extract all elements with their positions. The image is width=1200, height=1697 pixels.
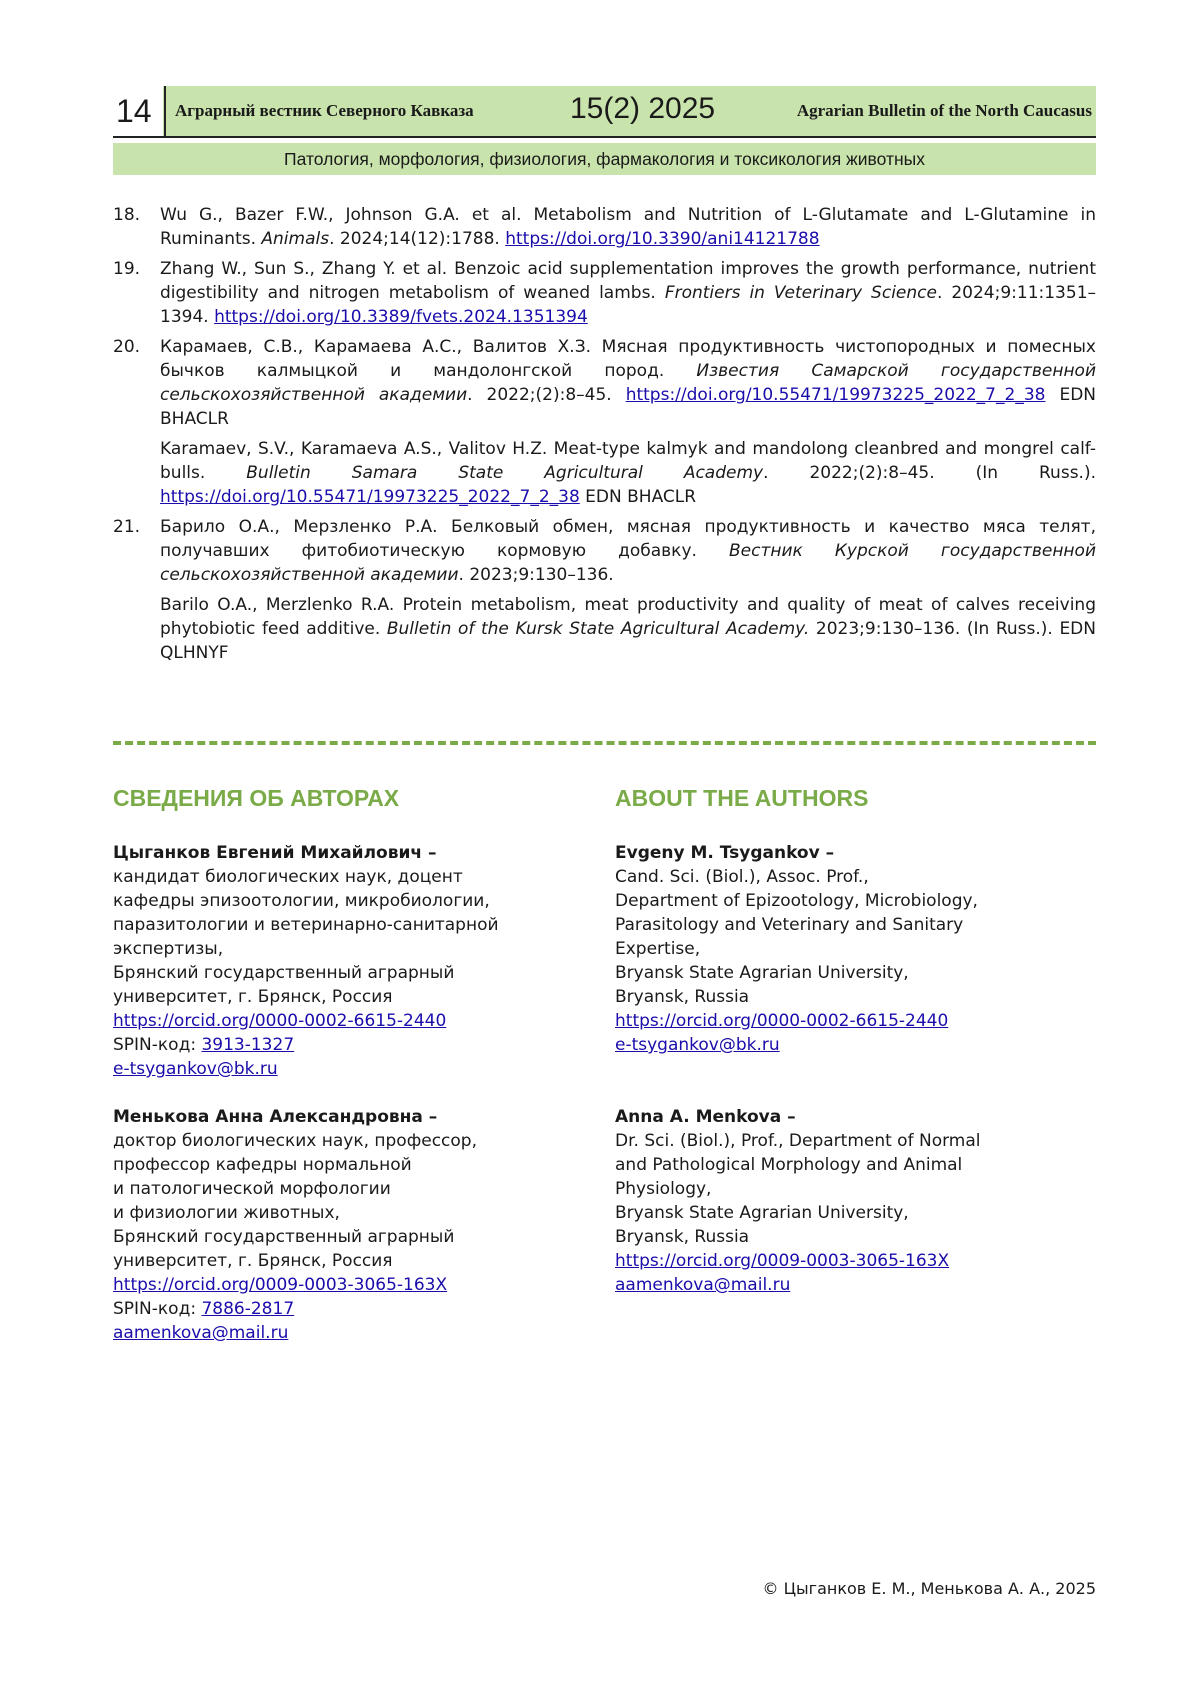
reference-text: Wu G., Bazer F.W., Johnson G.A. et al. Metabolism and Nutrition of L-Glutamate and L-Glutamine in Ruminants. [160, 205, 1096, 249]
reference-number: 20. [113, 337, 141, 357]
reference-journal: Animals [261, 229, 330, 249]
reference-19 [113, 257, 1096, 329]
spin-link[interactable]: 7886-2817 [201, 1299, 295, 1319]
author-1-ru [113, 841, 553, 1081]
journal-header [113, 86, 1096, 138]
reference-text-en: Karamaev, S.V., Karamaeva A.S., Valitov H.Z. Meat-type kalmyk and mandolong cleanbred and mongrel calf-bulls. [160, 439, 1096, 483]
author-name: Evgeny M. Tsygankov – [615, 843, 835, 863]
author-name: Цыганков Евгений Михайлович – [113, 843, 437, 863]
affiliation-line: экспертизы, [113, 939, 224, 959]
authors-heading-ru: СВЕДЕНИЯ ОБ АВТОРАХ [113, 785, 400, 811]
orcid-link[interactable]: https://orcid.org/0000-0002-6615-2440 [113, 1011, 447, 1031]
reference-details: . 2024;9:11:1351–1394. [160, 283, 1097, 327]
issue-number: 15(2) 2025 [570, 92, 716, 125]
reference-number: 19. [113, 259, 141, 279]
reference-details-en: . 2022;(2):8–45. (In Russ.). [763, 463, 1096, 483]
reference-details: . 2024;14(12):1788. [329, 229, 506, 249]
author-2-ru [113, 1105, 553, 1345]
affiliation-line: Bryansk, Russia [615, 987, 750, 1007]
affiliation-line: и патологической морфологии [113, 1179, 391, 1199]
affiliation-line: и физиологии животных, [113, 1203, 340, 1223]
doi-link[interactable]: https://doi.org/10.3390/ani14121788 [505, 229, 820, 249]
authors-ru [113, 783, 553, 1369]
reference-details: . 2023;9:130–136. [458, 565, 614, 585]
email-link[interactable]: aamenkova@mail.ru [615, 1275, 791, 1295]
affiliation-line: Physiology, [615, 1179, 712, 1199]
doi-link[interactable]: https://doi.org/10.3389/fvets.2024.1351394 [214, 307, 588, 327]
journal-title-en: Agrarian Bulletin of the North Caucasus [796, 101, 1092, 120]
reference-text: Карамаев, С.В., Карамаева А.С., Валитов Х.З. Мясная продуктивность чистопородных и помесных бычков калмыцкой и мандолонгской пород. [160, 337, 1096, 381]
affiliation-line: Dr. Sci. (Biol.), Prof., Department of Normal [615, 1131, 981, 1151]
email-link[interactable]: e-tsygankov@bk.ru [113, 1059, 278, 1079]
reference-21 [113, 515, 1096, 665]
reference-18 [113, 203, 1096, 251]
affiliation-line: кафедры эпизоотологии, микробиологии, [113, 891, 490, 911]
affiliation-line: университет, г. Брянск, Россия [113, 987, 393, 1007]
affiliation-line: кандидат биологических наук, доцент [113, 867, 463, 887]
reference-journal: Frontiers in Veterinary Science [664, 283, 937, 303]
spin-link[interactable]: 3913-1327 [201, 1035, 295, 1055]
spin-label: SPIN-код: [113, 1035, 202, 1055]
author-name: Менькова Анна Александровна – [113, 1107, 438, 1127]
authors-en [615, 783, 1055, 1321]
affiliation-line: доктор биологических наук, профессор, [113, 1131, 477, 1151]
reference-20 [113, 335, 1096, 509]
reference-journal-en: Bulletin of the Kursk State Agricultural Academy. [386, 619, 810, 639]
reference-text: Барило О.А., Мерзленко Р.А. Белковый обмен, мясная продуктивность и качество мяса телят, получавших фитобиотическую кормовую добавку. [160, 517, 1096, 561]
reference-journal: Вестник Курской государственной сельскохозяйственной академии [160, 541, 1096, 585]
reference-text-en: Barilo O.A., Merzlenko R.A. Protein metabolism, meat productivity and quality of meat of calves receiving phytobiotic feed additive. [160, 595, 1096, 639]
edn-code: EDN BHACLR [160, 385, 1096, 429]
affiliation-line: паразитологии и ветеринарно-санитарной [113, 915, 499, 935]
reference-number: 18. [113, 205, 141, 225]
journal-title-ru: Аграрный вестник Северного Кавказа [175, 101, 474, 120]
reference-details-en: 2023;9:130–136. (In Russ.). EDN QLHNYF [160, 619, 1096, 663]
edn-code: EDN BHACLR [579, 487, 697, 507]
reference-text: Zhang W., Sun S., Zhang Y. et al. Benzoic acid supplementation improves the growth performance, nutrient digestibility and nitrogen metabolism of weaned lambs. [160, 259, 1096, 303]
email-link[interactable]: aamenkova@mail.ru [113, 1323, 289, 1343]
reference-details: . 2022;(2):8–45. [467, 385, 626, 405]
page-number: 14 [113, 86, 163, 136]
affiliation-line: Department of Epizootology, Microbiology, [615, 891, 978, 911]
header-divider [164, 86, 166, 136]
reference-journal: Известия Самарской государственной сельскохозяйственной академии [160, 361, 1097, 405]
email-link[interactable]: e-tsygankov@bk.ru [615, 1035, 780, 1055]
section-divider [113, 741, 1096, 745]
copyright-notice: © Цыганков Е. М., Менькова А. А., 2025 [762, 1579, 1096, 1598]
reference-journal-en: Bulletin Samara State Agricultural Academy [246, 463, 764, 483]
affiliation-line: Брянский государственный аграрный [113, 1227, 455, 1247]
affiliation-line: Expertise, [615, 939, 701, 959]
affiliation-line: Брянский государственный аграрный [113, 963, 455, 983]
affiliation-line: Parasitology and Veterinary and Sanitary [615, 915, 964, 935]
doi-link[interactable]: https://doi.org/10.55471/19973225_2022_7_2_38 [625, 385, 1046, 405]
orcid-link[interactable]: https://orcid.org/0009-0003-3065-163X [615, 1251, 950, 1271]
reference-number: 21. [113, 517, 141, 537]
section-title: Патология, морфология, физиология, фармакология и токсикология животных [113, 143, 1096, 175]
affiliation-line: Bryansk State Agrarian University, [615, 963, 909, 983]
affiliation-line: and Pathological Morphology and Animal [615, 1155, 963, 1175]
affiliation-line: Cand. Sci. (Biol.), Assoc. Prof., [615, 867, 869, 887]
author-name: Anna A. Menkova – [615, 1107, 796, 1127]
author-2-en [615, 1105, 1055, 1297]
affiliation-line: университет, г. Брянск, Россия [113, 1251, 393, 1271]
authors-heading-en: ABOUT THE AUTHORS [615, 785, 869, 811]
affiliation-line: Bryansk, Russia [615, 1227, 750, 1247]
author-1-en [615, 841, 1055, 1057]
orcid-link[interactable]: https://orcid.org/0000-0002-6615-2440 [615, 1011, 949, 1031]
orcid-link[interactable]: https://orcid.org/0009-0003-3065-163X [113, 1275, 448, 1295]
reference-list [113, 203, 1096, 671]
affiliation-line: Bryansk State Agrarian University, [615, 1203, 909, 1223]
affiliation-line: профессор кафедры нормальной [113, 1155, 412, 1175]
spin-label: SPIN-код: [113, 1299, 202, 1319]
doi-link[interactable]: https://doi.org/10.55471/19973225_2022_7_2_38 [160, 487, 580, 507]
